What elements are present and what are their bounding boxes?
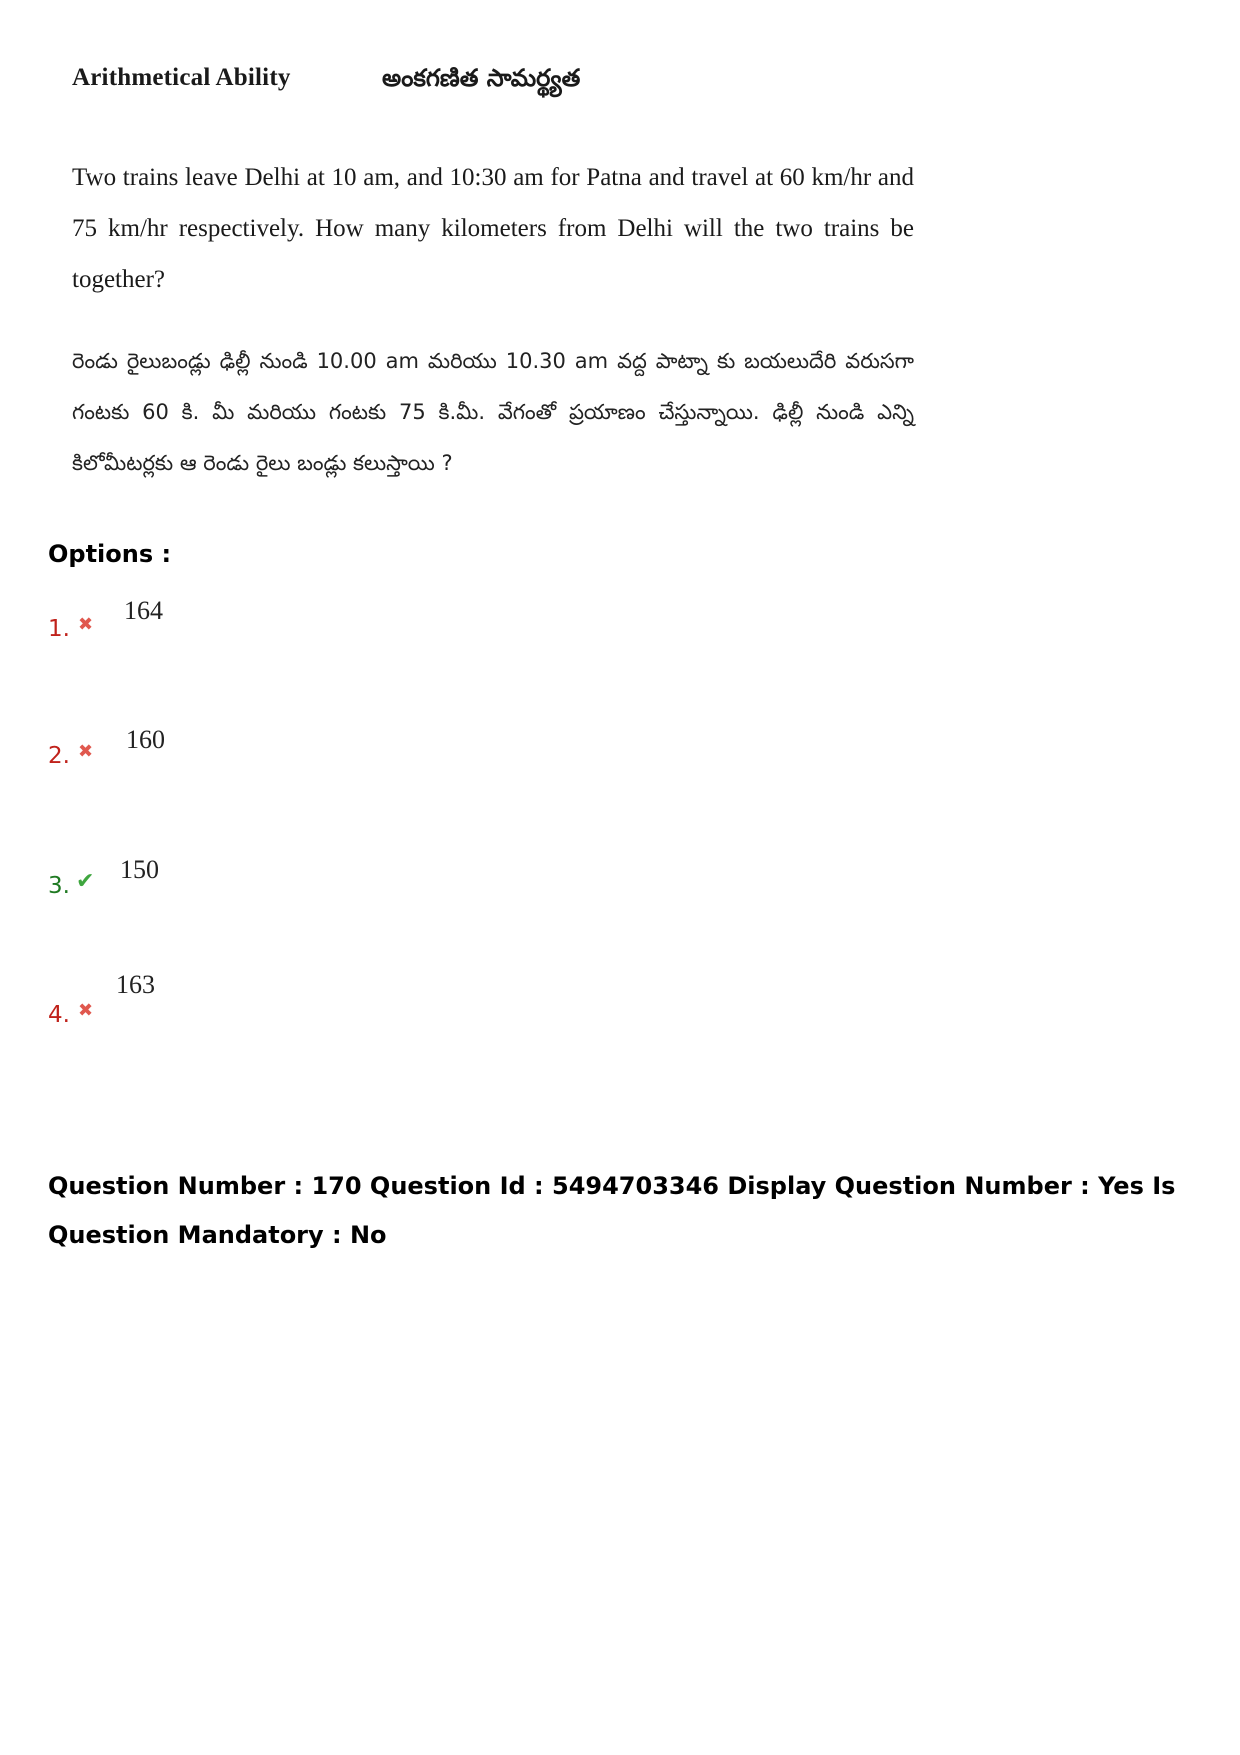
option-number: 1. (48, 616, 70, 642)
option-value: 163 (116, 970, 155, 999)
subject-title-telugu: అంకగణిత సామర్థ్యత (382, 64, 581, 92)
question-metadata: Question Number : 170 Question Id : 5494703346 Display Question Number : Yes Is Question Mandatory : No (48, 1172, 1176, 1249)
wrong-mark-icon: ✖ (78, 614, 94, 635)
option-number: 3. (48, 873, 70, 899)
option-4 (48, 970, 448, 1058)
question-text-telugu: రెండు రైలుబండ్లు ఢిల్లీ నుండి 10.00 am మరియు 10.30 am వద్ద పాట్నా కు బయలుదేరి వరుసగా గంటకు 60 కి. మీ మరియు గంటకు 75 కి.మీ. వేగంతో ప్రయాణం చేస్తున్నాయి. ఢిల్లీ నుండి ఎన్ని కిలోమీటర్లకు ఆ రెండు రైలు బండ్లు కలుస్తాయి ? (72, 349, 914, 475)
wrong-mark-icon: ✖ (78, 741, 94, 762)
option-number: 2. (48, 743, 70, 769)
option-value: 164 (124, 596, 163, 625)
option-value: 150 (120, 855, 159, 884)
option-number: 4. (48, 1002, 70, 1028)
option-2 (48, 725, 448, 799)
option-1 (48, 596, 448, 672)
option-3 (48, 855, 448, 929)
subject-title-english: Arithmetical Ability (72, 64, 291, 91)
wrong-mark-icon: ✖ (78, 1000, 94, 1021)
check-mark-icon: ✔ (76, 869, 95, 894)
question-text-english: Two trains leave Delhi at 10 am, and 10:30 am for Patna and travel at 60 km/hr and 75 km/hr respectively. How many kilometers from Delhi will the two trains be together? (72, 164, 914, 293)
question-image (64, 50, 924, 510)
option-value: 160 (126, 725, 165, 754)
subject-row (72, 64, 772, 104)
options-label: Options : (48, 540, 172, 568)
